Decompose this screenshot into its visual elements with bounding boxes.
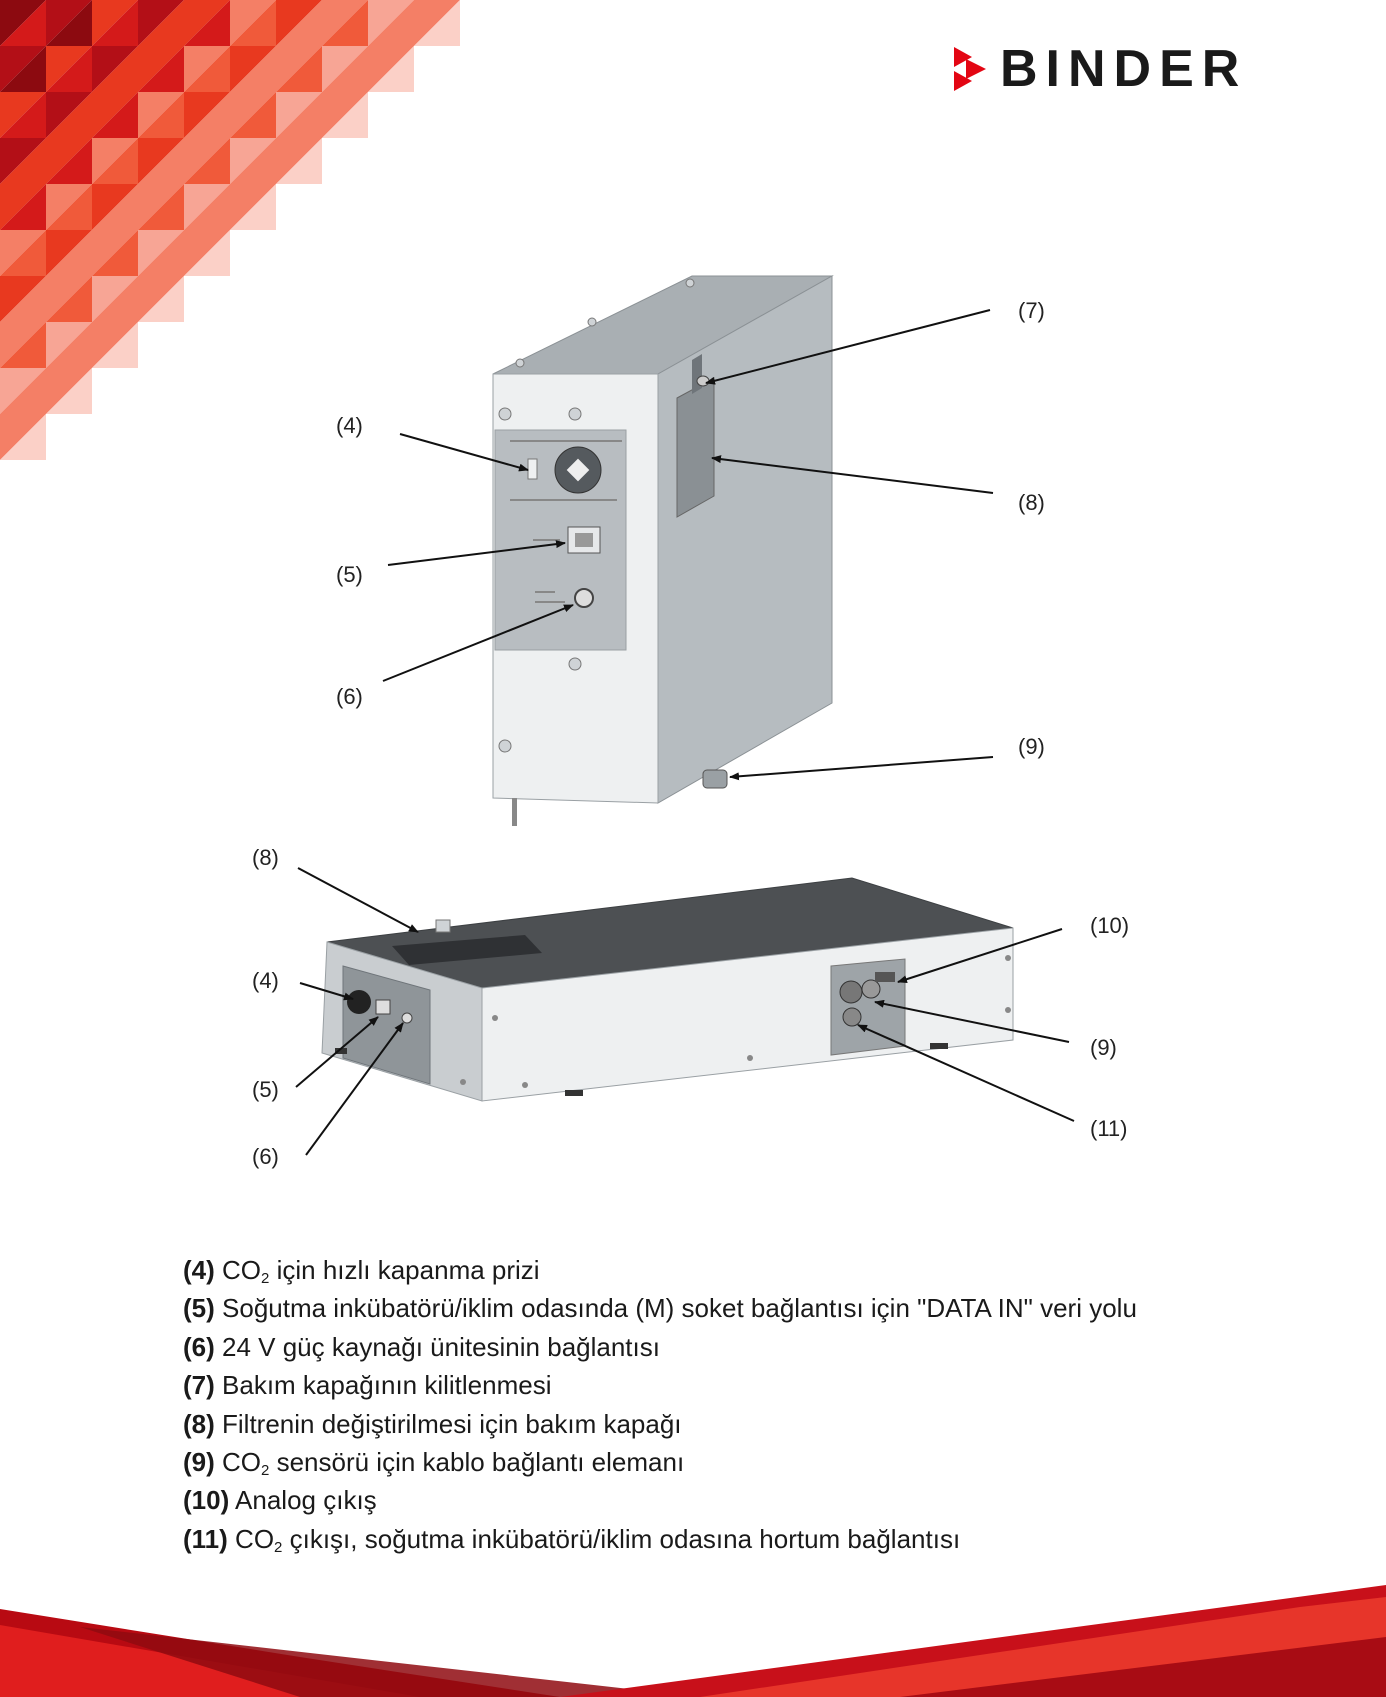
bottom-band-decoration (0, 1567, 1386, 1697)
legend-item-10: (10) Analog çıkış (183, 1485, 377, 1516)
callout-8: (8) (1018, 490, 1045, 515)
legend-item-6: (6) 24 V güç kaynağı ünitesinin bağlantısı (183, 1331, 660, 1362)
legend-item-9: (9) $CO_2$ sensörü için kablo bağlantı elemanı (183, 1446, 685, 1479)
callout-4: (4) (336, 413, 363, 438)
callout-9: (9) (1018, 734, 1045, 759)
callout-4-bottom: (4) (252, 968, 279, 993)
callout-9-bottom: (9) (1090, 1035, 1117, 1060)
legend-item-8: (8) Filtrenin değiştirilmesi için bakım kapağı (183, 1408, 682, 1439)
callout-6-bottom: (6) (252, 1144, 279, 1169)
upright-unit-illustration (493, 276, 832, 826)
horizontal-unit-illustration (322, 878, 1013, 1101)
callout-11: (11) (1090, 1116, 1128, 1141)
callout-6: (6) (336, 684, 363, 709)
logo-text: BINDER (1000, 40, 1248, 98)
legend-list (183, 1251, 1137, 1558)
callout-7: (7) (1018, 298, 1045, 323)
legend-item-4: (4) $CO_2$ için hızlı kapanma prizi (183, 1255, 540, 1287)
legend-item-11: (11) $CO_2$ çıkışı, soğutma inkübatörü/iklim odasına hortum bağlantısı (183, 1523, 961, 1556)
legend-item-5: (5) Soğutma inkübatörü/iklim odasında (M) soket bağlantısı için "DATA IN" veri yolu (183, 1293, 1137, 1324)
callout-5: (5) (336, 562, 363, 587)
legend-item-7: (7) Bakım kapağının kilitlenmesi (183, 1370, 552, 1401)
callout-10: (10) (1090, 913, 1130, 938)
callout-8-bottom: (8) (252, 845, 279, 870)
callout-5-bottom: (5) (252, 1077, 279, 1102)
